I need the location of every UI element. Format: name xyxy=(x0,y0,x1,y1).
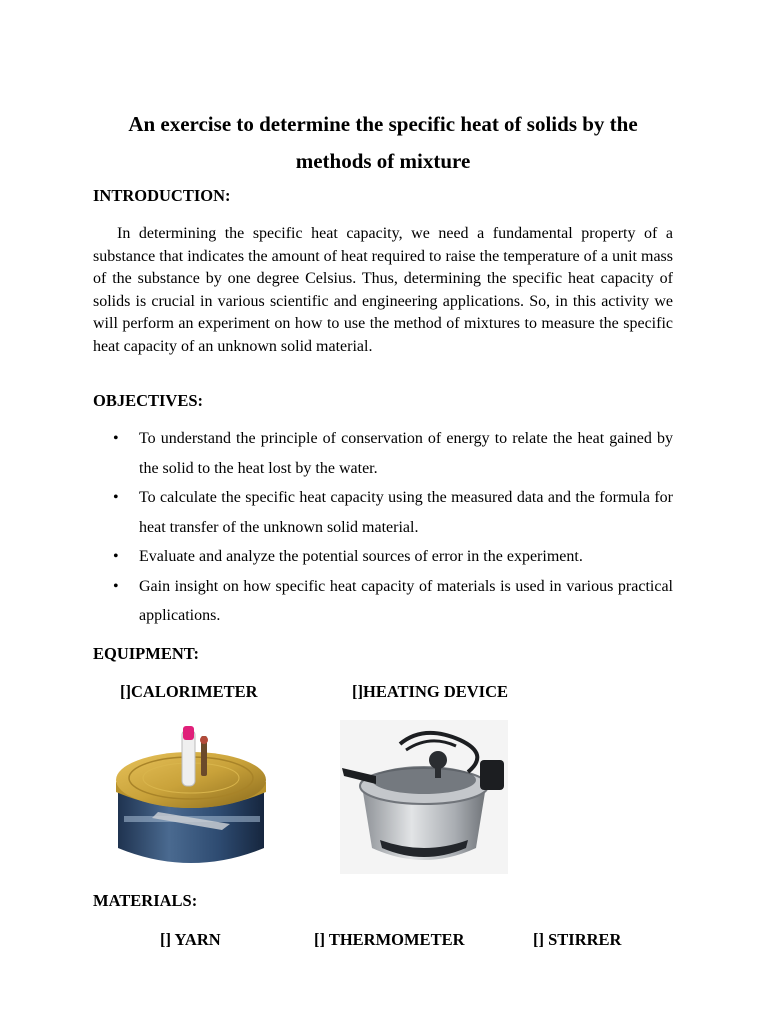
materials-heading: MATERIALS: xyxy=(93,891,198,910)
objective-text: Evaluate and analyze the potential sources of error in the experiment. xyxy=(139,548,583,565)
bullet: • xyxy=(113,489,119,506)
introduction-text: In determining the specific heat capacity, we need a fundamental property of a substance that indicates the amount of heat required to raise the temperature of a unit mass of the substance by one degree Celsius. Thus, determining the specific heat capacity of solids is crucial in various scientific and engineering applications. So, in this activity we will perform an experiment on how to use the method of mixtures to measure the specific heat capacity of an unknown solid material. xyxy=(93,225,673,355)
list-item xyxy=(93,483,673,542)
material-item-thermometer: [] THERMOMETER xyxy=(314,930,465,949)
objectives-heading: OBJECTIVES: xyxy=(93,391,204,410)
objective-text: To calculate the specific heat capacity using the measured data and the formula for heat transfer of the unknown solid material. xyxy=(139,489,673,536)
list-item xyxy=(93,542,673,572)
document-title: An exercise to determine the specific heat of solids by the methods of mixture xyxy=(128,112,638,173)
equipment-item-heating-device: []HEATING DEVICE xyxy=(352,682,509,701)
equipment-heading: EQUIPMENT: xyxy=(93,644,200,663)
introduction-heading: INTRODUCTION: xyxy=(93,186,231,205)
calorimeter-image xyxy=(112,720,270,874)
objective-text: To understand the principle of conservation of energy to relate the heat gained by the solid to the heat lost by the water. xyxy=(139,430,673,477)
bullet: • xyxy=(113,430,119,447)
material-item-stirrer: [] STIRRER xyxy=(533,930,622,949)
list-item xyxy=(93,424,673,483)
material-item-yarn: [] YARN xyxy=(160,930,221,949)
bullet: • xyxy=(113,548,119,565)
bullet: • xyxy=(113,577,119,595)
objectives-list xyxy=(93,424,673,631)
equipment-item-calorimeter: []CALORIMETER xyxy=(120,682,258,701)
objective-text: Gain insight on how specific heat capacity of materials is used in various practical applications. xyxy=(139,577,673,624)
list-item xyxy=(93,572,673,631)
heating-device-image xyxy=(340,720,508,874)
